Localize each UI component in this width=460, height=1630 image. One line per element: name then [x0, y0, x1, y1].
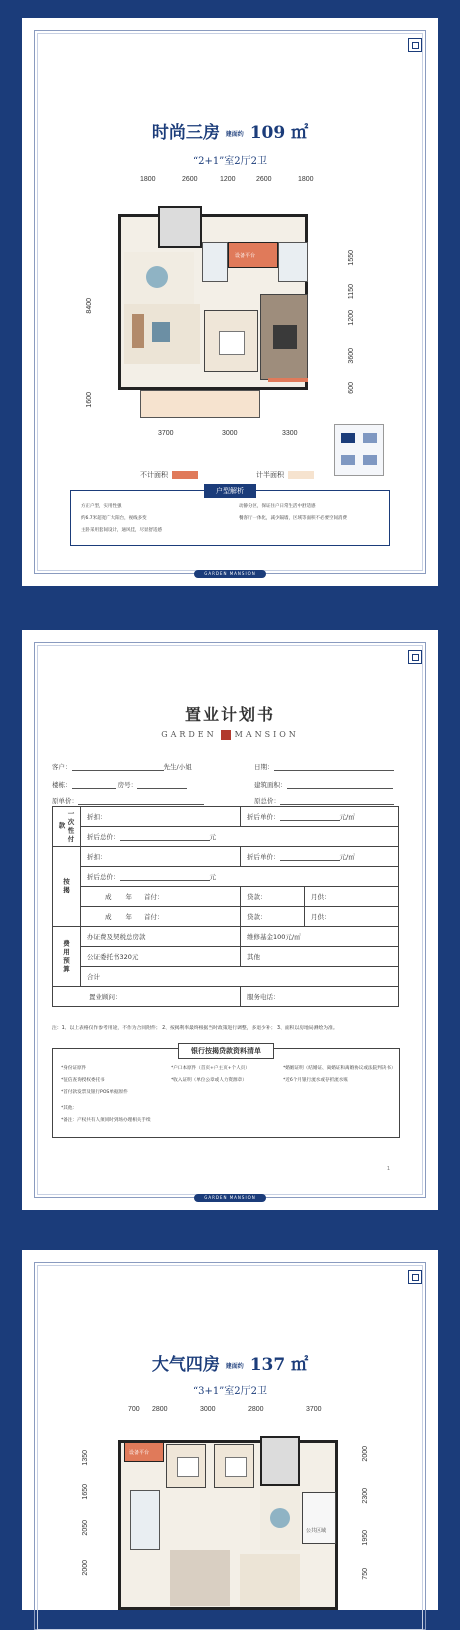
brand-left: GARDEN [161, 730, 217, 739]
legend-half-label: 计半面积 [256, 471, 284, 479]
bank-doc-item: *户口本原件（首页+户主页+个人页） [171, 1066, 250, 1071]
key-plan-block-3 [341, 455, 355, 465]
down-label: 首付： [144, 893, 164, 901]
table-row [53, 847, 399, 867]
area-tag: 建面约 [225, 1363, 244, 1370]
section-lump-sum: 一次性付款 [53, 807, 81, 847]
after-unit-cell[interactable] [241, 807, 399, 827]
dim-top-3: 1200 [220, 176, 236, 183]
date-line [274, 763, 394, 771]
equipment-platform [228, 242, 278, 268]
bank-doc-item: *近6个月银行流水或存折流水账 [283, 1078, 348, 1083]
layout-text: “2+1”室2厅2卫 [192, 156, 268, 167]
kitchen [260, 1436, 300, 1486]
table-row [53, 907, 399, 927]
brand-badge: GARDEN MANSION [194, 570, 266, 578]
dim-right-2: 2300 [362, 1488, 369, 1504]
bank-docs-title: 银行按揭贷款资料清单 [178, 1043, 274, 1059]
dim-right-3: 1200 [348, 310, 355, 326]
bathroom [130, 1490, 160, 1550]
bank-doc-item: *婚姻证明（结婚证、离婚证和离婚协议或法院判决书） [283, 1066, 396, 1071]
loan-cell[interactable]: 贷款： [241, 907, 305, 927]
customer-label: 客户： [52, 763, 72, 771]
total-cell[interactable]: 合计 [81, 967, 399, 987]
layout-analysis-box [70, 487, 390, 546]
dim-bottom-2: 3000 [222, 430, 238, 437]
dim-right-4: 750 [362, 1568, 369, 1580]
discount-cell[interactable]: 折扣： [81, 847, 241, 867]
brand-seal-mark-icon [221, 730, 231, 740]
analysis-item: 主卧采用套间设计，通风佳，尽显舒适感 [81, 528, 162, 533]
dining-area [260, 1490, 300, 1550]
public-area [302, 1492, 336, 1544]
floor-area-label: 建筑面积： [254, 781, 287, 789]
orig-total-field[interactable] [254, 796, 394, 805]
purchase-plan-table [52, 806, 399, 1007]
cheng-label: 成 [105, 893, 112, 901]
living-room [124, 304, 200, 364]
after-unit-suffix: 元/㎡ [339, 813, 355, 821]
plan-title [22, 118, 438, 143]
master-bedroom [260, 294, 308, 380]
equipment-platform-label: 设备平台 [129, 1450, 150, 1456]
legend-half-swatch [288, 471, 314, 479]
orig-total-label: 原总价： [254, 797, 280, 805]
dim-left-1: 8400 [86, 298, 93, 314]
bathroom-2 [278, 242, 308, 282]
dim-left-4: 2000 [82, 1560, 89, 1576]
page-number: 1 [386, 1166, 390, 1172]
dim-top-2: 2600 [182, 176, 198, 183]
bed-icon [219, 331, 245, 355]
dim-left-2: 1650 [82, 1484, 89, 1500]
footnote: 注：1、以上表格仅作参考用途，不作为合同附件； 2、按揭利率最终根据当时政策进行调整，多退少补； 3、面积以房地局测绘为准。 [52, 1026, 338, 1031]
master-bedroom [170, 1550, 230, 1606]
legend-exclude-label: 不计面积 [140, 471, 168, 479]
floor-area-field[interactable] [254, 780, 393, 789]
analysis-item: 动静分区，保证住户日常生活中舒适感 [239, 504, 316, 509]
orig-unit-line [78, 797, 204, 805]
after-unit-suffix: 元/㎡ [339, 853, 355, 861]
rug-icon [152, 322, 170, 342]
table-row [53, 887, 399, 907]
orig-unit-field[interactable] [52, 796, 204, 805]
after-total-line [120, 833, 210, 841]
master-bed-icon [273, 325, 297, 349]
dim-right-5: 600 [348, 382, 355, 394]
purchase-plan-page [22, 630, 438, 1210]
dining-area [124, 252, 194, 304]
dim-left-2: 1600 [86, 392, 93, 408]
building-label: 楼栋： [52, 781, 72, 789]
dim-right-1: 2000 [362, 1446, 369, 1462]
cheng-label: 成 [105, 913, 112, 921]
orig-total-line [280, 797, 394, 805]
dim-top-5: 1800 [298, 176, 314, 183]
customer-suffix: 先生/小姐 [163, 763, 192, 771]
plan-title-text: 时尚三房 [151, 123, 220, 143]
brand-seal-icon [408, 1270, 422, 1284]
fee-cell[interactable]: 其他 [241, 947, 399, 967]
term-cell[interactable] [81, 907, 241, 927]
floor-area-line [287, 781, 393, 789]
nian-label: 年 [125, 913, 132, 921]
customer-line [72, 763, 164, 771]
bathroom-1 [202, 242, 228, 282]
key-plan-block-1 [341, 433, 355, 443]
section-fees: 费用预算 [53, 927, 81, 987]
dim-top-1: 700 [128, 1406, 140, 1413]
floor-plan-4br [110, 1430, 348, 1610]
key-plan-block-4 [363, 455, 377, 465]
form-title: 置业计划书 [184, 705, 275, 724]
layout-text: “3+1”室2厅2卫 [192, 1386, 268, 1397]
term-cell[interactable] [81, 887, 241, 907]
analysis-title: 户型解析 [204, 484, 256, 498]
key-plan-thumbnail [334, 424, 384, 476]
after-unit-cell[interactable] [241, 847, 399, 867]
plan-title [22, 1350, 438, 1375]
dim-top-1: 1800 [140, 176, 156, 183]
table-row [53, 807, 399, 827]
bed-icon [177, 1457, 199, 1477]
table-row [53, 967, 399, 987]
bank-doc-item: *身份证原件 [61, 1066, 87, 1071]
analysis-item: 方正户型，实用性强 [81, 504, 122, 509]
floor-plan-3br [118, 206, 326, 418]
consultant-label: 置业顾问： [89, 993, 122, 1001]
table-row [53, 867, 399, 887]
legend-exclude-swatch [172, 471, 198, 479]
date-label: 日期： [254, 763, 274, 771]
dim-right-4: 3600 [348, 348, 355, 364]
dim-bottom-3: 3300 [282, 430, 298, 437]
area-tag: 建面约 [225, 131, 244, 138]
monthly-cell[interactable]: 月供： [305, 907, 399, 927]
plan-title-text: 大气四房 [151, 1355, 220, 1375]
equipment-platform-label: 设备平台 [235, 253, 256, 259]
dim-right-2: 1150 [348, 284, 355, 300]
after-unit-label: 折后单价： [247, 853, 280, 861]
bank-doc-item: *备注：产权共有人须同时到场办理相关手续 [61, 1118, 151, 1123]
floorplan-page-1 [22, 18, 438, 586]
bank-doc-item: *征信查询授权委托书 [61, 1078, 105, 1083]
after-unit-label: 折后单价： [247, 813, 280, 821]
after-unit-line [280, 853, 340, 861]
brand-seal-icon [408, 650, 422, 664]
legend-exclude [140, 470, 198, 480]
table-row [53, 947, 399, 967]
bank-doc-item: *首付款发票及银行POS单据原件 [61, 1090, 128, 1095]
building-line [72, 781, 116, 789]
orig-unit-label: 原单价： [52, 797, 78, 805]
loan-cell[interactable]: 贷款： [241, 887, 305, 907]
dim-left-3: 2050 [82, 1520, 89, 1536]
sofa-icon [132, 314, 144, 348]
brand-line [22, 730, 438, 740]
dim-top-3: 3000 [200, 1406, 216, 1413]
bed-icon [225, 1457, 247, 1477]
area-value: 109 ㎡ [249, 123, 309, 143]
after-total-label: 折后总价： [87, 873, 120, 881]
date-field[interactable] [254, 762, 394, 771]
public-area-label: 公共区域 [306, 1528, 327, 1534]
dim-right-3: 1950 [362, 1530, 369, 1546]
dim-top-4: 2600 [256, 176, 272, 183]
discount-cell[interactable]: 折扣： [81, 807, 241, 827]
dining-table-icon [270, 1508, 290, 1528]
after-total-label: 折后总价： [87, 833, 120, 841]
nian-label: 年 [125, 893, 132, 901]
balcony [140, 390, 260, 418]
after-total-cell[interactable] [81, 867, 399, 887]
brand-badge: GARDEN MANSION [194, 1194, 266, 1202]
table-row [53, 927, 399, 947]
equipment-platform [124, 1442, 164, 1462]
fee-cell[interactable]: 办证费及契税总房款 [81, 927, 241, 947]
dim-top-5: 3700 [306, 1406, 322, 1413]
service-tel-cell[interactable]: 服务电话： [241, 987, 399, 1007]
building-field[interactable] [52, 780, 187, 789]
brand-right: MANSION [234, 730, 299, 739]
kitchen [158, 206, 202, 248]
table-row [53, 987, 399, 1007]
dim-left-1: 1350 [82, 1450, 89, 1466]
area-value: 137 ㎡ [249, 1355, 309, 1375]
room-label: 房号： [117, 781, 138, 789]
bedroom [214, 1444, 254, 1488]
legend-half [256, 470, 314, 480]
floorplan-page-2 [22, 1250, 438, 1610]
living-room [240, 1554, 300, 1606]
bank-doc-item: *收入证明（单位公章或人力资源章） [171, 1078, 247, 1083]
exclude-strip [268, 378, 308, 382]
yuan-label: 元 [209, 873, 216, 881]
dim-right-1: 1550 [348, 250, 355, 266]
customer-field[interactable] [52, 762, 192, 771]
after-unit-line [280, 813, 340, 821]
section-mortgage: 按揭 [53, 847, 81, 927]
analysis-item: 餐客厅一体化，减少隔墙，区域等面积不必要空间消费 [239, 516, 347, 521]
table-row [53, 827, 399, 847]
analysis-item: 约6.7米超宽广大阳台，视线多变 [81, 516, 147, 521]
fee-cell[interactable]: 公证委托书320元 [81, 947, 241, 967]
after-total-cell[interactable] [81, 827, 399, 847]
monthly-cell[interactable]: 月供： [305, 887, 399, 907]
brand-seal-icon [408, 38, 422, 52]
dim-top-4: 2800 [248, 1406, 264, 1413]
consultant-cell[interactable] [53, 987, 241, 1007]
fee-cell[interactable]: 维修基金100元/㎡ [241, 927, 399, 947]
yuan-label: 元 [209, 833, 216, 841]
room-line [137, 781, 187, 789]
bedroom-2 [204, 310, 258, 372]
dining-table-icon [146, 266, 168, 288]
dim-bottom-1: 3700 [158, 430, 174, 437]
bank-docs-box [52, 1048, 400, 1138]
dim-top-2: 2800 [152, 1406, 168, 1413]
after-total-line [120, 873, 210, 881]
down-label: 首付： [144, 913, 164, 921]
key-plan-block-2 [363, 433, 377, 443]
bank-doc-item: *其他： [61, 1106, 78, 1111]
bedroom [166, 1444, 206, 1488]
